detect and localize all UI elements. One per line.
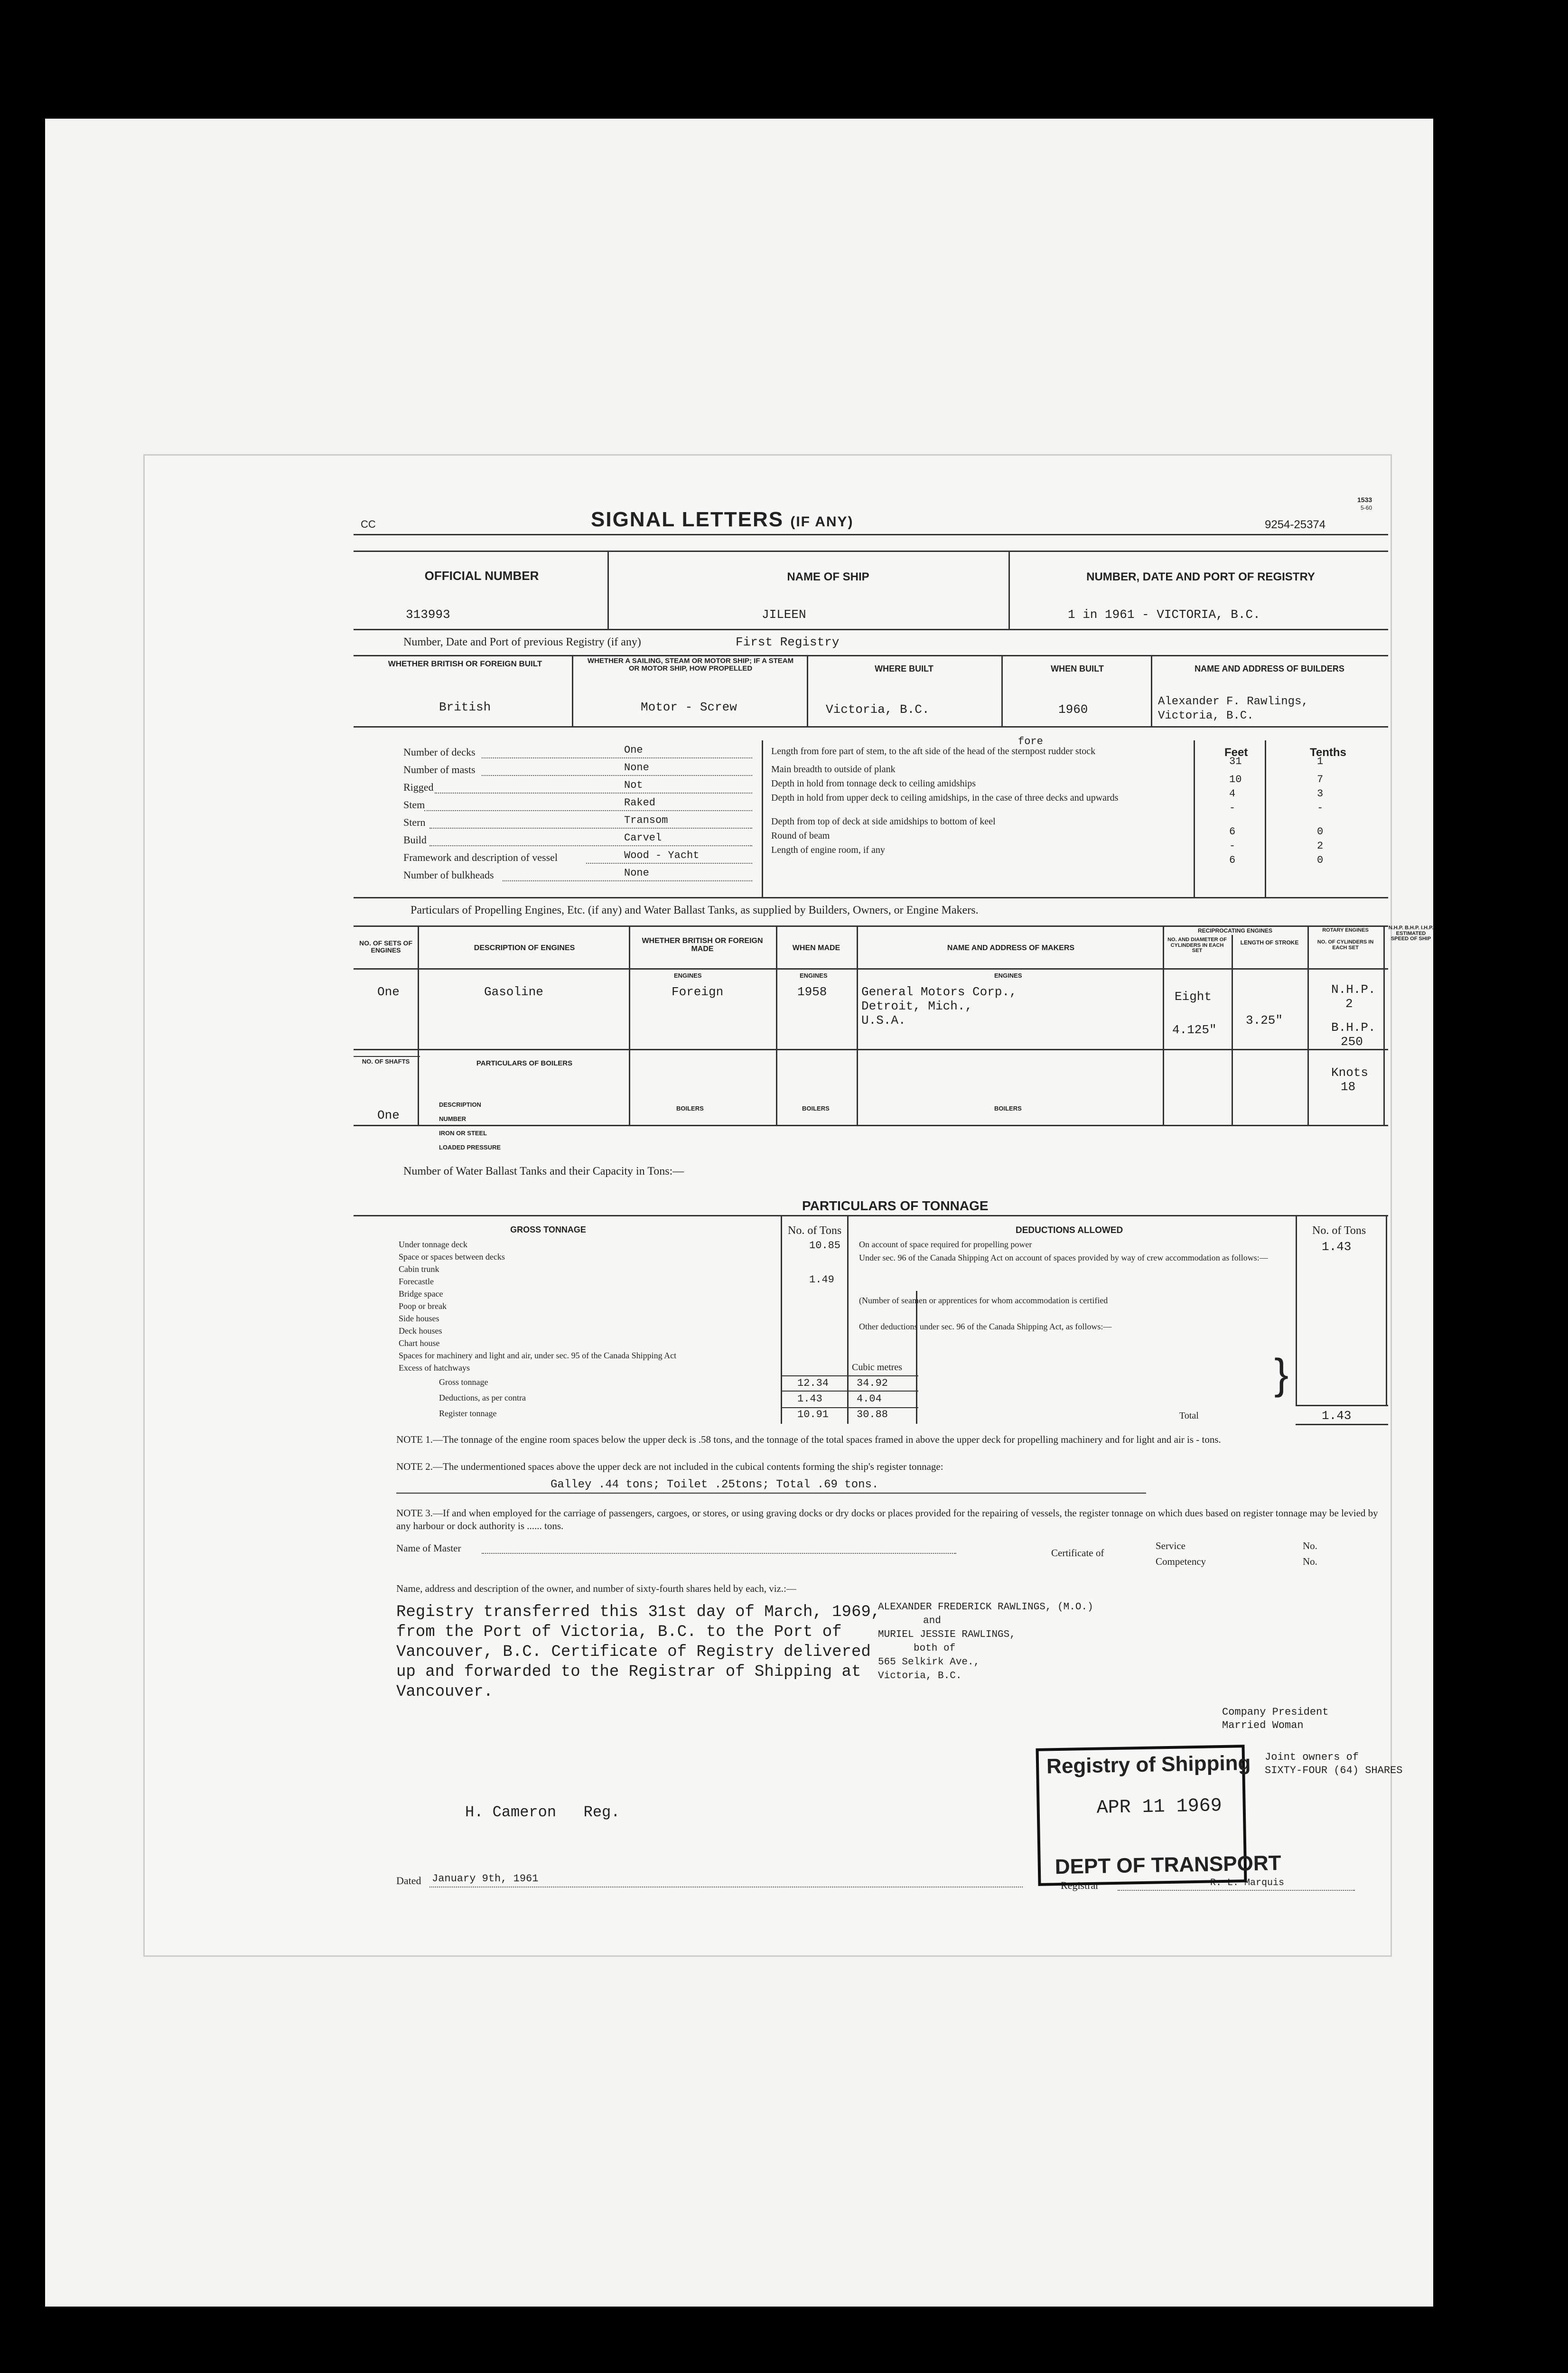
gross-item-label: Deck houses: [399, 1326, 442, 1336]
detail-value: None: [624, 867, 649, 879]
tonnage-title: PARTICULARS OF TONNAGE: [802, 1198, 989, 1213]
header-rule: [354, 534, 1388, 535]
deduction-item: Under sec. 96 of the Canada Shipping Act on account of spaces provided by way of crew accommodation as follows:—: [859, 1253, 1268, 1262]
gross-item-label: Poop or break: [399, 1301, 447, 1311]
gross-item-tons: 1.49: [809, 1274, 834, 1286]
knots-label: Knots: [1331, 1065, 1369, 1080]
detail-line: [482, 775, 752, 776]
total-row-cubic: 30.88: [857, 1409, 888, 1420]
owner-line: and: [923, 1616, 941, 1626]
total-row-label: Deductions, as per contra: [439, 1393, 526, 1402]
gross-item-tons: 10.85: [809, 1240, 841, 1252]
rule: [1194, 740, 1195, 897]
detail-label: Number of masts: [403, 764, 476, 775]
detail-label: Number of bulkheads: [403, 869, 494, 881]
boiler-field: DESCRIPTION: [439, 1101, 481, 1108]
dimension-label: Main breadth to outside of plank: [771, 764, 896, 775]
total-row-cubic: 4.04: [857, 1393, 882, 1405]
feet-label: Feet: [1224, 746, 1248, 759]
total-row-label: Register tonnage: [439, 1409, 497, 1418]
registrar-name: R. L. Marquis: [1210, 1878, 1285, 1888]
detail-line: [429, 828, 752, 829]
owner-line: both of: [914, 1643, 956, 1654]
dimension-label: Depth in hold from upper deck to ceiling amidships, in the case of three decks and upwards: [771, 793, 1119, 803]
corner-code-b: 5-60: [1361, 504, 1372, 511]
gross-item-label: Spaces for machinery and light and air, under sec. 95 of the Canada Shipping Act: [399, 1351, 677, 1360]
ship-name: JILEEN: [762, 607, 806, 622]
detail-value: Not: [624, 779, 643, 791]
joint-owners: Joint owners of: [1265, 1751, 1359, 1763]
gross-item-label: Excess of hatchways: [399, 1363, 470, 1373]
registrar-line: [1118, 1890, 1355, 1891]
rule: [1296, 1424, 1388, 1425]
dimension-feet: 10: [1229, 774, 1242, 785]
rule: [857, 925, 858, 1125]
builder-address: Victoria, B.C.: [1158, 710, 1254, 722]
transfer-line: up and forwarded to the Registrar of Shipping at: [396, 1663, 861, 1681]
rule: [1001, 655, 1003, 726]
rule: [418, 925, 419, 1125]
engine-when: 1958: [797, 985, 827, 999]
tons-header-deductions: No. of Tons: [1312, 1224, 1366, 1237]
dated-label: Dated: [396, 1875, 421, 1887]
rule: [781, 1375, 918, 1376]
rule: [781, 1407, 918, 1408]
gross-item-label: Side houses: [399, 1314, 439, 1323]
rule: [1383, 925, 1385, 1125]
no-label: No.: [1303, 1556, 1317, 1567]
total-label: Total: [1179, 1411, 1199, 1421]
builders-header: NAME AND ADDRESS OF BUILDERS: [1195, 664, 1344, 673]
stroke-header: LENGTH OF STROKE: [1240, 939, 1299, 946]
deduction-item: On account of space required for propelling power: [859, 1240, 1032, 1249]
bhp-label: B.H.P.: [1331, 1020, 1376, 1035]
engine-british: Foreign: [672, 985, 724, 999]
detail-value: Wood - Yacht: [624, 850, 700, 861]
rule: [916, 1291, 917, 1424]
rule: [396, 1493, 1146, 1494]
rule: [1307, 925, 1309, 1125]
gross-item-label: Forecastle: [399, 1277, 434, 1286]
rule: [781, 1391, 918, 1392]
rule: [354, 655, 1388, 656]
detail-line: [586, 863, 752, 864]
detail-value: Raked: [624, 797, 656, 809]
deductions-header: DEDUCTIONS ALLOWED: [1016, 1225, 1123, 1235]
rule: [1386, 1215, 1387, 1405]
engine-sets-header: NO. OF SETS OF ENGINES: [359, 939, 412, 954]
owner-line: MURIEL JESSIE RAWLINGS,: [878, 1629, 1016, 1640]
dimension-feet: 31: [1229, 756, 1242, 767]
corner-code-a: 1533: [1357, 496, 1372, 504]
rule: [1163, 925, 1164, 1125]
rule: [354, 925, 1388, 927]
rule: [354, 968, 1388, 970]
tons-header: No. of Tons: [788, 1224, 842, 1237]
transfer-line: Vancouver, B.C. Certificate of Registry delivered: [396, 1643, 871, 1661]
dimension-tenths: 1: [1317, 756, 1324, 767]
transfer-line: from the Port of Victoria, B.C. to the Port of: [396, 1623, 842, 1641]
gross-item-label: Bridge space: [399, 1289, 443, 1299]
note-2: NOTE 2.—The undermentioned spaces above the upper deck are not included in the cubical contents forming the ship's register tonnage:: [396, 1461, 943, 1472]
rule: [1296, 1215, 1297, 1405]
engine-desc-header: DESCRIPTION OF ENGINES: [474, 944, 575, 952]
british-built: British: [439, 700, 491, 714]
stroke: 3.25": [1246, 1013, 1283, 1028]
dimension-label: Depth from top of deck at side amidships to bottom of keel: [771, 816, 996, 827]
dimension-label: Depth in hold from tonnage deck to ceiling amidships: [771, 778, 976, 789]
dimension-tenths: 0: [1317, 826, 1324, 838]
detail-value: Carvel: [624, 832, 662, 844]
engine-sub-engines: ENGINES: [674, 972, 702, 979]
cylinders: Eight: [1175, 990, 1212, 1004]
rule: [847, 1215, 849, 1424]
detail-label: Number of decks: [403, 746, 476, 758]
engines-title: Particulars of Propelling Engines, Etc. (if any) and Water Ballast Tanks, as supplied by Builders, Owners, or Engine Makers.: [411, 904, 979, 916]
stamp-dept: DEPT OF TRANSPORT: [1055, 1851, 1281, 1879]
where-built: Victoria, B.C.: [826, 702, 930, 717]
owner-line: ALEXANDER FREDERICK RAWLINGS, (M.O.): [878, 1602, 1093, 1613]
detail-value: One: [624, 744, 643, 756]
shares: SIXTY-FOUR (64) SHARES: [1265, 1765, 1403, 1776]
detail-value: None: [624, 762, 649, 774]
no-label: No.: [1303, 1540, 1317, 1551]
detail-label: Framework and description of vessel: [403, 851, 558, 863]
engine-when-header: WHEN MADE: [792, 944, 840, 952]
dimension-tenths: 2: [1317, 840, 1324, 852]
engine-sub-boilers: BOILERS: [676, 1105, 704, 1112]
rule: [629, 925, 630, 1125]
detail-value: Transom: [624, 814, 668, 826]
total-row-cubic: 34.92: [857, 1377, 888, 1389]
nhp: 2: [1345, 997, 1353, 1011]
transfer-line: Vancouver.: [396, 1683, 494, 1701]
rotary-header: ROTARY ENGINES: [1322, 927, 1369, 933]
engine-desc: Gasoline: [484, 985, 543, 999]
engine-sub-engines: ENGINES: [800, 972, 828, 979]
previous-registry: First Registry: [736, 635, 840, 649]
transfer-signature: H. Cameron Reg.: [465, 1803, 620, 1821]
owner-description-1: Company President: [1222, 1706, 1329, 1718]
boiler-field: NUMBER: [439, 1115, 467, 1122]
dimension-label: Round of beam: [771, 831, 830, 841]
service-label: Service: [1156, 1540, 1185, 1551]
stamp-title: Registry of Shipping: [1046, 1751, 1251, 1778]
rule: [607, 551, 609, 629]
engine-sub-engines: ENGINES: [994, 972, 1022, 979]
deduction-tons: 1.43: [1322, 1240, 1352, 1254]
gross-item-label: Space or spaces between decks: [399, 1252, 505, 1261]
boilers-header: PARTICULARS OF BOILERS: [476, 1059, 573, 1067]
owners-heading: Name, address and description of the owner, and number of sixty-fourth shares held by each, viz.:—: [396, 1583, 796, 1594]
detail-label: Build: [403, 834, 427, 846]
note-3: NOTE 3.—If and when employed for the carriage of passengers, cargoes, or stores, or using graving docks or dry docks or places provided for the repairing of vessels, the register tonnage on which dues based on register tonnage may be levied by any harbour or dock authority is ...... tons.: [396, 1507, 1378, 1532]
registry-form: [145, 456, 1434, 1955]
boiler-field: LOADED PRESSURE: [439, 1144, 501, 1151]
detail-label: Rigged: [403, 781, 434, 793]
dimension-feet: -: [1229, 802, 1236, 814]
ballast-label: Number of Water Ballast Tanks and their Capacity in Tons:—: [403, 1165, 684, 1177]
competency-label: Competency: [1156, 1556, 1206, 1567]
signal-letters-title: [591, 508, 854, 532]
registrar-label: Registrar: [1061, 1879, 1099, 1891]
detail-label: Stern: [403, 816, 426, 828]
dimension-feet: 6: [1229, 854, 1236, 866]
rule: [1265, 740, 1266, 897]
rule: [807, 655, 808, 726]
engine-makers-header: NAME AND ADDRESS OF MAKERS: [947, 944, 1075, 952]
rule: [1008, 551, 1010, 629]
total-row-tons: 12.34: [797, 1377, 829, 1389]
previous-registry-label: Number, Date and Port of previous Registry (if any): [403, 636, 641, 648]
official-number-label: OFFICIAL NUMBER: [424, 569, 539, 583]
rule: [1296, 1405, 1388, 1406]
registry-port-label: NUMBER, DATE AND PORT OF REGISTRY: [1086, 570, 1315, 583]
ship-name-label: NAME OF SHIP: [787, 570, 869, 583]
rule: [776, 925, 777, 1125]
detail-label: Stem: [403, 799, 425, 811]
tenths-label: Tenths: [1310, 746, 1346, 759]
when-built-header: WHEN BUILT: [1051, 664, 1104, 673]
signal-letters-label: SIGNAL LETTERS: [591, 508, 784, 531]
diameter: 4.125": [1172, 1023, 1217, 1037]
engine-british-header: WHETHER BRITISH OR FOREIGN MADE: [642, 937, 763, 953]
master-label: Name of Master: [396, 1542, 461, 1554]
dimension-label: Length of engine room, if any: [771, 845, 885, 855]
owner-line: Victoria, B.C.: [878, 1671, 962, 1682]
boiler-field: IRON OR STEEL: [439, 1130, 487, 1137]
gross-item-label: Under tonnage deck: [399, 1240, 467, 1249]
cubic-label: Cubic metres: [852, 1362, 903, 1373]
rotary-cyl-header: NO. OF CYLINDERS IN EACH SET: [1317, 939, 1374, 951]
shafts: One: [377, 1108, 400, 1122]
gross-item-label: Cabin trunk: [399, 1264, 439, 1274]
certificate-label: Certificate of: [1051, 1547, 1104, 1559]
form-code: 9254-25374: [1265, 518, 1326, 531]
rule: [354, 551, 1388, 552]
rule: [354, 1056, 420, 1057]
owner-line: 565 Selkirk Ave.,: [878, 1657, 980, 1668]
when-built: 1960: [1058, 702, 1088, 717]
owner-description-2: Married Woman: [1222, 1719, 1304, 1731]
detail-line: [503, 880, 752, 881]
transfer-line: Registry transferred this 31st day of March, 1969,: [396, 1603, 881, 1621]
gross-item-label: Chart house: [399, 1338, 440, 1348]
detail-line: [424, 810, 752, 811]
british-built-header: WHETHER BRITISH OR FOREIGN BUILT: [388, 659, 542, 668]
rule: [572, 655, 573, 726]
deduction-item: Other deductions under sec. 96 of the Canada Shipping Act, as follows:—: [859, 1322, 1112, 1331]
detail-line: [435, 793, 752, 794]
shafts-header: NO. OF SHAFTS: [362, 1058, 410, 1065]
dimension-feet: -: [1229, 840, 1236, 852]
registry-port: 1 in 1961 - VICTORIA, B.C.: [1068, 607, 1260, 622]
master-line: [482, 1553, 956, 1554]
gross-header: GROSS TONNAGE: [510, 1225, 586, 1234]
dimension-tenths: 3: [1317, 788, 1324, 800]
rule: [781, 1215, 782, 1424]
rule: [354, 1125, 1388, 1126]
total-row-label: Gross tonnage: [439, 1377, 488, 1387]
dimension-feet: 4: [1229, 788, 1236, 800]
dated: January 9th, 1961: [432, 1873, 539, 1885]
brace: }: [1274, 1351, 1289, 1398]
engine-sub-boilers: BOILERS: [802, 1105, 830, 1112]
where-built-header: WHERE BUILT: [875, 664, 933, 673]
signal-letters-if-any: (IF ANY): [790, 514, 854, 530]
note-2-value: Galley .44 tons; Toilet .25tons; Total .69 tons.: [551, 1478, 879, 1491]
total-row-tons: 1.43: [797, 1393, 822, 1405]
dimension-tenths: 0: [1317, 854, 1324, 866]
rule: [762, 740, 763, 897]
maker-2: Detroit, Mich.,: [861, 999, 973, 1013]
rule: [354, 1049, 1388, 1050]
detail-line: [429, 845, 752, 846]
rule: [1151, 655, 1152, 726]
nhp-label: N.H.P.: [1331, 982, 1376, 997]
cc-label: CC: [361, 518, 376, 530]
total-value: 1.43: [1322, 1409, 1352, 1423]
fore-note: fore: [1018, 736, 1043, 747]
bhp: 250: [1341, 1035, 1363, 1049]
dimension-tenths: -: [1317, 802, 1324, 814]
maker-1: General Motors Corp.,: [861, 985, 1017, 999]
rule: [354, 897, 1388, 898]
knots: 18: [1341, 1080, 1356, 1094]
engine-sets: One: [377, 985, 400, 999]
detail-line: [482, 757, 752, 758]
dimension-label: Length from fore part of stem, to the aft side of the head of the sternpost rudder stock: [771, 746, 1096, 757]
builder-name: Alexander F. Rawlings,: [1158, 695, 1308, 708]
propelled-header: WHETHER A SAILING, STEAM OR MOTOR SHIP; IF A STEAM OR MOTOR SHIP, HOW PROPELLED: [587, 657, 794, 673]
note-1: NOTE 1.—The tonnage of the engine room spaces below the upper deck is .58 tons, and the tonnage of the total spaces framed in above the upper deck for propelling machinery and for light and air is - tons.: [396, 1434, 1221, 1445]
cyl-header: NO. AND DIAMETER OF CYLINDERS IN EACH SET: [1167, 937, 1227, 954]
rule: [1232, 935, 1233, 1125]
dimension-feet: 6: [1229, 826, 1236, 838]
total-row-tons: 10.91: [797, 1409, 829, 1420]
rule: [354, 1215, 1388, 1216]
rule: [354, 629, 1388, 630]
official-number: 313993: [406, 607, 450, 622]
hp-header: N.H.P. B.H.P. I.H.P. ESTIMATED SPEED OF SHIP: [1388, 925, 1434, 942]
stamp-date: APR 11 1969: [1096, 1795, 1223, 1819]
deduction-item: (Number of seamen or apprentices for whom accommodation is certified: [859, 1296, 1108, 1305]
recip-header: RECIPROCATING ENGINES: [1197, 927, 1273, 934]
dimension-tenths: 7: [1317, 774, 1324, 785]
maker-3: U.S.A.: [861, 1013, 906, 1028]
rule: [354, 726, 1388, 728]
propelled: Motor - Screw: [641, 700, 737, 714]
engine-sub-boilers: BOILERS: [994, 1105, 1022, 1112]
